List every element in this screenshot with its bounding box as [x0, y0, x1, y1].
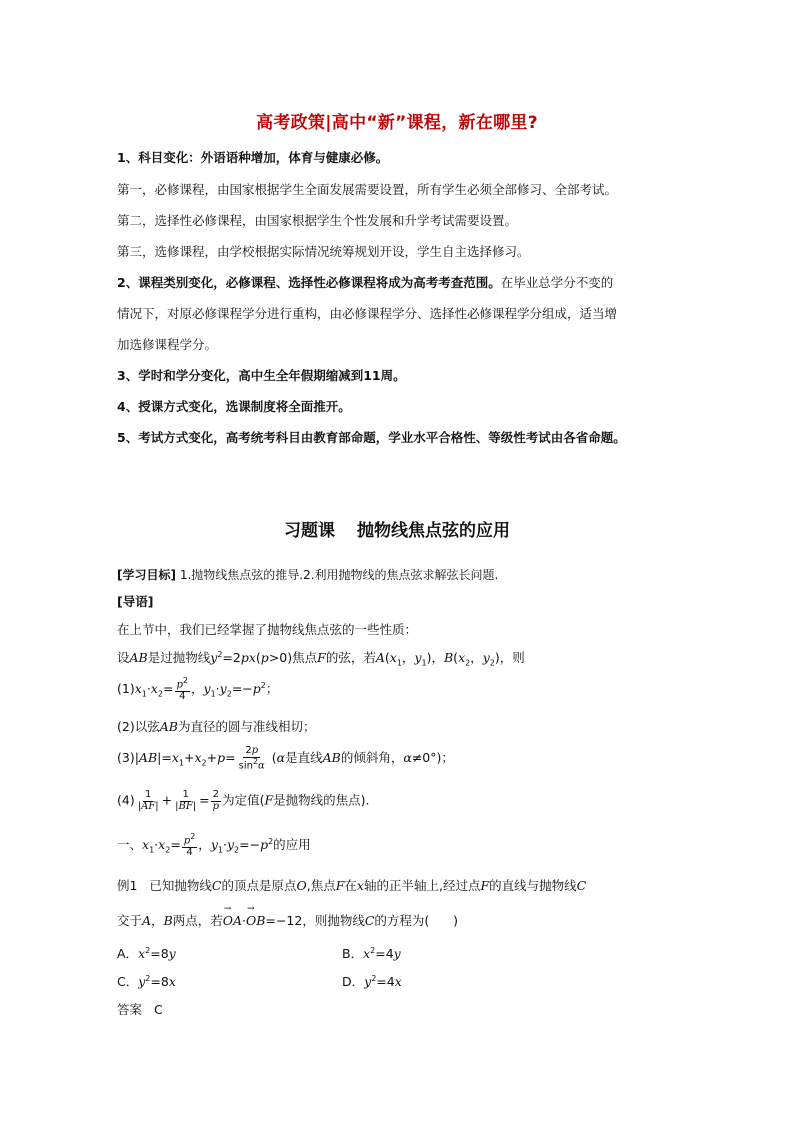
intro-line: 在上节中，我们已经掌握了抛物线焦点弦的一些性质：: [117, 622, 418, 637]
learning-goal: [117, 566, 682, 583]
option-c: C．$y^2=8x$: [117, 973, 176, 989]
ex1-l2d: 的方程为(: [374, 913, 430, 928]
goal-label: [学习目标]: [117, 568, 176, 582]
section-1-heading: 一、$x_1\cdot x_2=$ $\frac{p^2}{4}$ ，$y_1\cdot y_2=-p^2$的应用: [117, 832, 311, 858]
setup-mid2: 焦点: [292, 650, 318, 665]
option-d-label: D．: [342, 974, 365, 989]
ex1-l1e: 轴的正半轴上,经过点: [363, 878, 481, 893]
property-2: (2)以弦AB为直径的圆与准线相切；: [117, 719, 316, 734]
option-d: D．$y^2=4x$: [342, 973, 402, 989]
item-third: 第三，选修课程，由学校根据实际情况统筹规划开设，学生自主选择修习。: [117, 244, 530, 259]
news-title: 高考政策|高中“新”课程，新在哪里?: [256, 113, 538, 133]
property-4: (4) $\frac{1}{|AF|}$ + $\frac{1}{|BF|}$ = $\frac{2}{p}$ 为定值(F是抛物线的焦点).: [117, 789, 370, 812]
ex1-l1f: 的直线与抛物线: [489, 878, 577, 893]
option-b: B．$x^2=4y$: [342, 945, 401, 961]
intro-label: [导语]: [117, 594, 154, 609]
p2-text2: 为直径的圆与准线相切；: [177, 719, 316, 734]
option-a: A．$x^2=8y$: [117, 945, 176, 961]
item-category-cont-1: 情况下，对原必修课程学分进行重构，由必修课程学分、选择性必修课程学分组成，适当增: [117, 306, 618, 321]
ex1-l2b: 两点，若: [172, 913, 223, 928]
option-c-label: C．: [117, 974, 139, 989]
sec1-a: 一、: [117, 837, 143, 853]
setup-line: 设AB是过抛物线$y^2=2px(p>0)$焦点F的弦，若$A(x_1$，$y_1$)，$B(x_2$，$y_2$)，则: [117, 649, 525, 668]
answer-label: 答案: [117, 1002, 143, 1017]
p3-note-b: 的倾斜角，: [340, 750, 404, 766]
p2-text: 以弦: [134, 719, 160, 734]
example-1-line-2: 交于A，B两点，若→ OA·→ OB=−12，则抛物线C的方程为( ): [117, 911, 682, 929]
lesson-title-a: 习题课: [284, 521, 335, 541]
ex1-l2a: 交于: [117, 913, 143, 928]
item-second: 第二，选择性必修课程，由国家根据学生个性发展和升学考试需要设置。: [117, 213, 518, 228]
item-exam-change: 5、考试方式变化，高考统考科目由教育部命题，学业水平合格性、等级性考试由各省命题。: [117, 430, 626, 445]
lesson-title-b: 抛物线焦点弦的应用: [357, 521, 510, 541]
lesson-title: [0, 516, 794, 541]
option-b-label: B．: [342, 946, 364, 961]
ex1-l1c: ,焦点: [306, 878, 336, 893]
item-teaching-change: 4、授课方式变化，选课制度将全面推开。: [117, 399, 351, 414]
item-category-rest: 在毕业总学分不变的: [500, 275, 614, 290]
setup-mid1: 是过抛物线: [147, 650, 211, 665]
ex1-l2c: ，则抛物线: [302, 913, 365, 928]
setup-end: ，则: [499, 650, 525, 665]
item-first: 第一，必修课程，由国家根据学生全面发展需要设置，所有学生必须全部修习、全部考试。: [117, 182, 618, 197]
ex1-l1b: 的顶点是原点: [221, 878, 297, 893]
property-3: $(3)|AB|=x_1+x_2+p=$ $\frac{2p}{\sin^2\alpha}$ (α是直线AB的倾斜角，α≠0°)；: [117, 745, 454, 771]
item-category-change: [117, 273, 682, 291]
sec1-b: 的应用: [273, 837, 311, 853]
setup-pre: 设: [117, 650, 130, 665]
ex1-label: 例1: [117, 878, 138, 893]
ex1-l2e: ): [453, 913, 459, 928]
answer: [117, 1000, 682, 1018]
item-hours-change: 3、学时和学分变化，高中生全年假期缩减到11周。: [117, 368, 406, 383]
property-1: $(1)x_1\cdot x_2=$ $\frac{p^2}{4}$ ，$y_1\cdot y_2=-p^2$；: [117, 676, 279, 702]
example-1-line-1: 例1 已知抛物线C的顶点是原点O,焦点F在x轴的正半轴上,经过点F的直线与抛物线C: [117, 878, 587, 893]
ex1-l1a: 已知抛物线: [149, 878, 212, 893]
item-category-bold: 2、课程类别变化，必修课程、选择性必修课程将成为高考考查范围。: [117, 275, 501, 290]
option-a-label: A．: [117, 946, 139, 961]
item-category-cont-2: 加选修课程学分。: [117, 337, 218, 352]
p4-tail2: 是抛物线的焦点).: [273, 792, 370, 808]
p4-tail: 为定值(: [222, 792, 265, 808]
p3-note-a: 是直线: [285, 750, 323, 766]
answer-value: C: [153, 1002, 163, 1017]
ex1-l1d: 在: [344, 878, 357, 893]
item-subject-change: 1、科目变化：外语语种增加，体育与健康必修。: [117, 150, 389, 165]
goal-text: 1.抛物线焦点弦的推导.2.利用抛物线的焦点弦求解弦长问题.: [179, 568, 499, 582]
setup-mid3: 的弦，若: [325, 650, 376, 665]
